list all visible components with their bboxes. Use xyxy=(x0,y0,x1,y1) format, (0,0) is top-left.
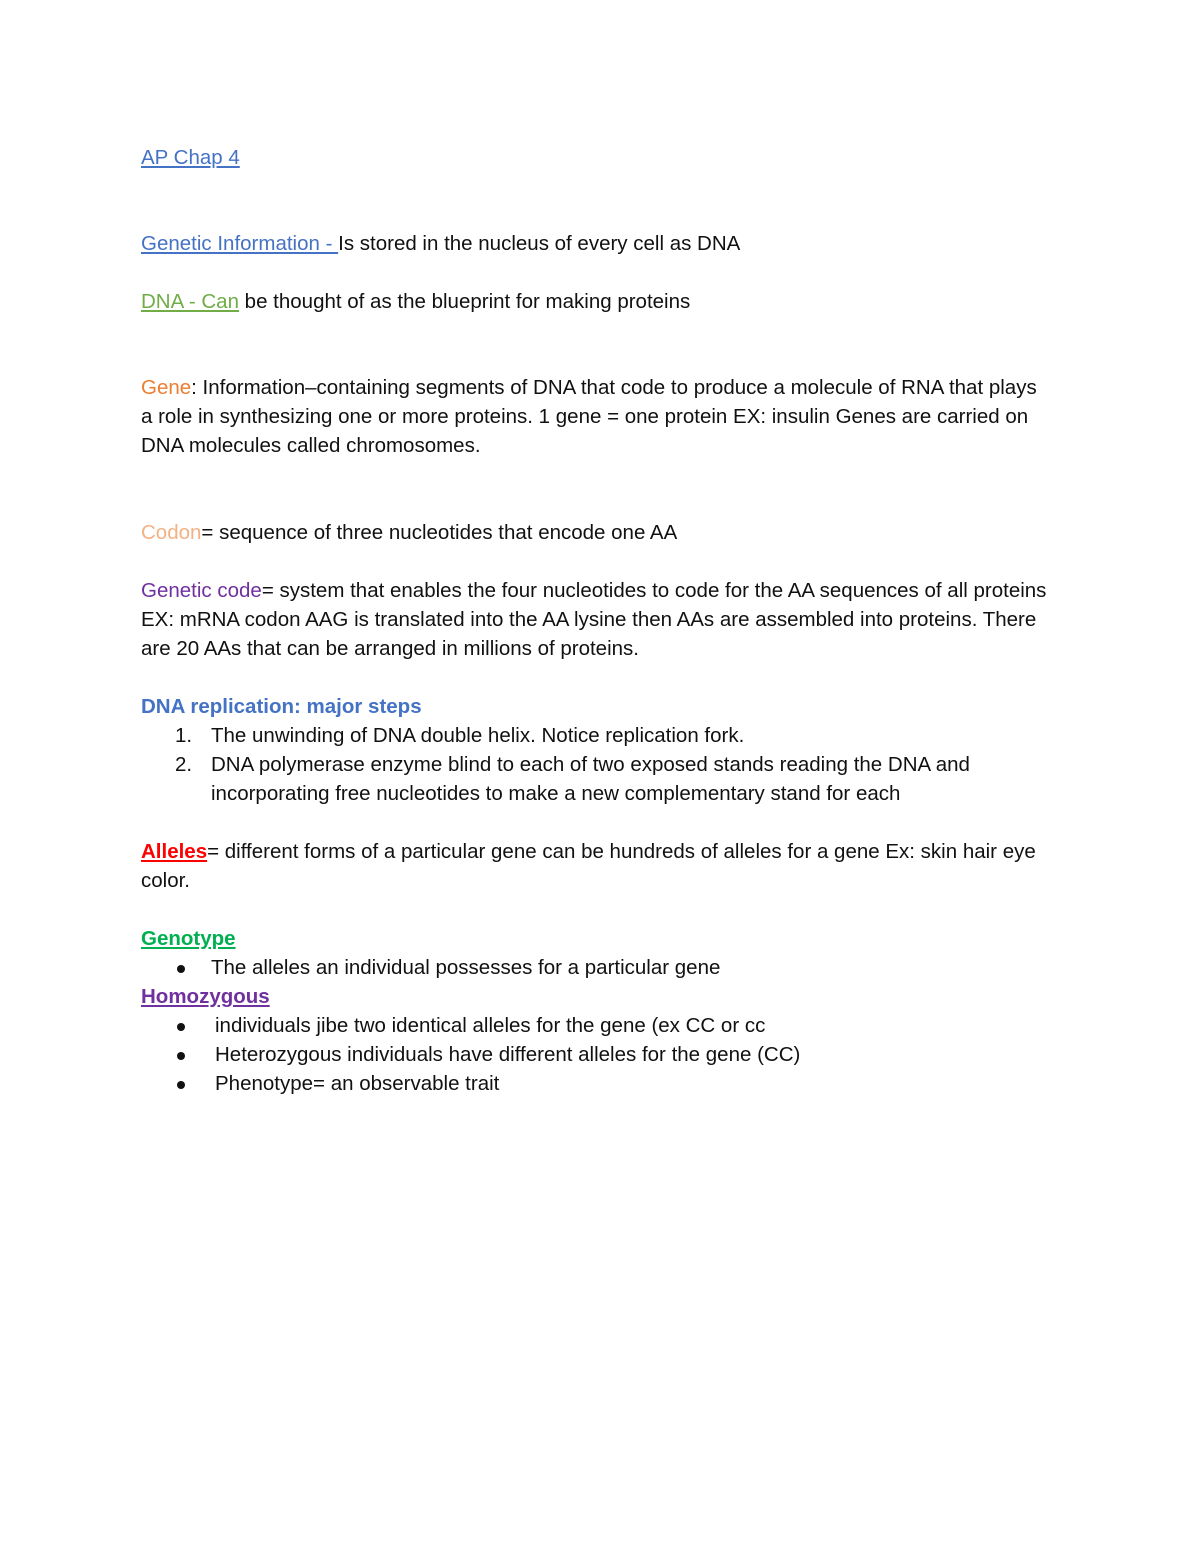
dna-paragraph xyxy=(141,287,1051,316)
genetic-code-term: Genetic code xyxy=(141,579,262,602)
gene-paragraph xyxy=(141,373,1051,460)
title-text: AP Chap 4 xyxy=(141,146,240,169)
homozygous-heading: Homozygous xyxy=(141,985,270,1008)
step-text: The unwinding of DNA double helix. Notice replication fork. xyxy=(211,724,745,747)
genetic-code-text: = system that enables the four nucleotides to code for the AA sequences of all proteins EX: mRNA codon AAG is translated into the AA lysine then AAs are assembled into proteins. There are 20 AAs that can be arranged in millions of proteins. xyxy=(141,579,1047,660)
step-text: DNA polymerase enzyme blind to each of two exposed stands reading the DNA and incorporating free nucleotides to make a new complementary stand for each xyxy=(211,753,970,805)
bullet-icon xyxy=(177,1081,185,1089)
genetic-information-text: Is stored in the nucleus of every cell as DNA xyxy=(338,232,741,255)
genotype-list xyxy=(141,953,1051,982)
list-item-text: individuals jibe two identical alleles for the gene (ex CC or cc xyxy=(215,1014,766,1037)
dna-term: DNA - Can xyxy=(141,290,239,313)
codon-text: = sequence of three nucleotides that encode one AA xyxy=(201,521,678,544)
list-item xyxy=(141,953,1051,982)
bullet-icon xyxy=(177,965,185,973)
codon-paragraph xyxy=(141,518,1051,547)
alleles-term: Alleles xyxy=(141,840,208,863)
step-number: 2. xyxy=(175,753,193,776)
genetic-information-term: Genetic Information - xyxy=(141,232,339,255)
list-item xyxy=(141,1040,1051,1069)
bullet-icon xyxy=(177,1052,185,1060)
alleles-paragraph xyxy=(141,837,1051,895)
list-item xyxy=(141,1069,1051,1098)
list-item-text: Phenotype= an observable trait xyxy=(215,1072,500,1095)
list-item-text: The alleles an individual possesses for a particular gene xyxy=(211,956,721,979)
dna-text: be thought of as the blueprint for making proteins xyxy=(238,290,691,313)
list-item-text: Heterozygous individuals have different alleles for the gene (CC) xyxy=(215,1043,801,1066)
bullet-icon xyxy=(177,1023,185,1031)
homozygous-list xyxy=(141,1011,1051,1098)
step-number: 1. xyxy=(175,724,193,747)
list-item xyxy=(141,750,1051,808)
alleles-text: = different forms of a particular gene can be hundreds of alleles for a gene Ex: skin hair eye color. xyxy=(141,840,1036,892)
gene-text: : Information–containing segments of DNA that code to produce a molecule of RNA that plays a role in synthesizing one or more proteins. 1 gene = one protein EX: insulin Genes are carried on DNA molecules called chromosomes. xyxy=(141,376,1037,457)
genetic-code-paragraph xyxy=(141,576,1051,663)
genotype-heading: Genotype xyxy=(141,927,236,950)
replication-heading: DNA replication: major steps xyxy=(141,695,422,718)
page-title xyxy=(141,143,1051,172)
replication-steps-list xyxy=(141,721,1051,808)
gene-term: Gene xyxy=(141,376,192,399)
genetic-information-paragraph xyxy=(141,229,1051,258)
codon-term: Codon xyxy=(141,521,202,544)
list-item xyxy=(141,721,1051,750)
list-item xyxy=(141,1011,1051,1040)
document-body xyxy=(141,143,1051,1098)
